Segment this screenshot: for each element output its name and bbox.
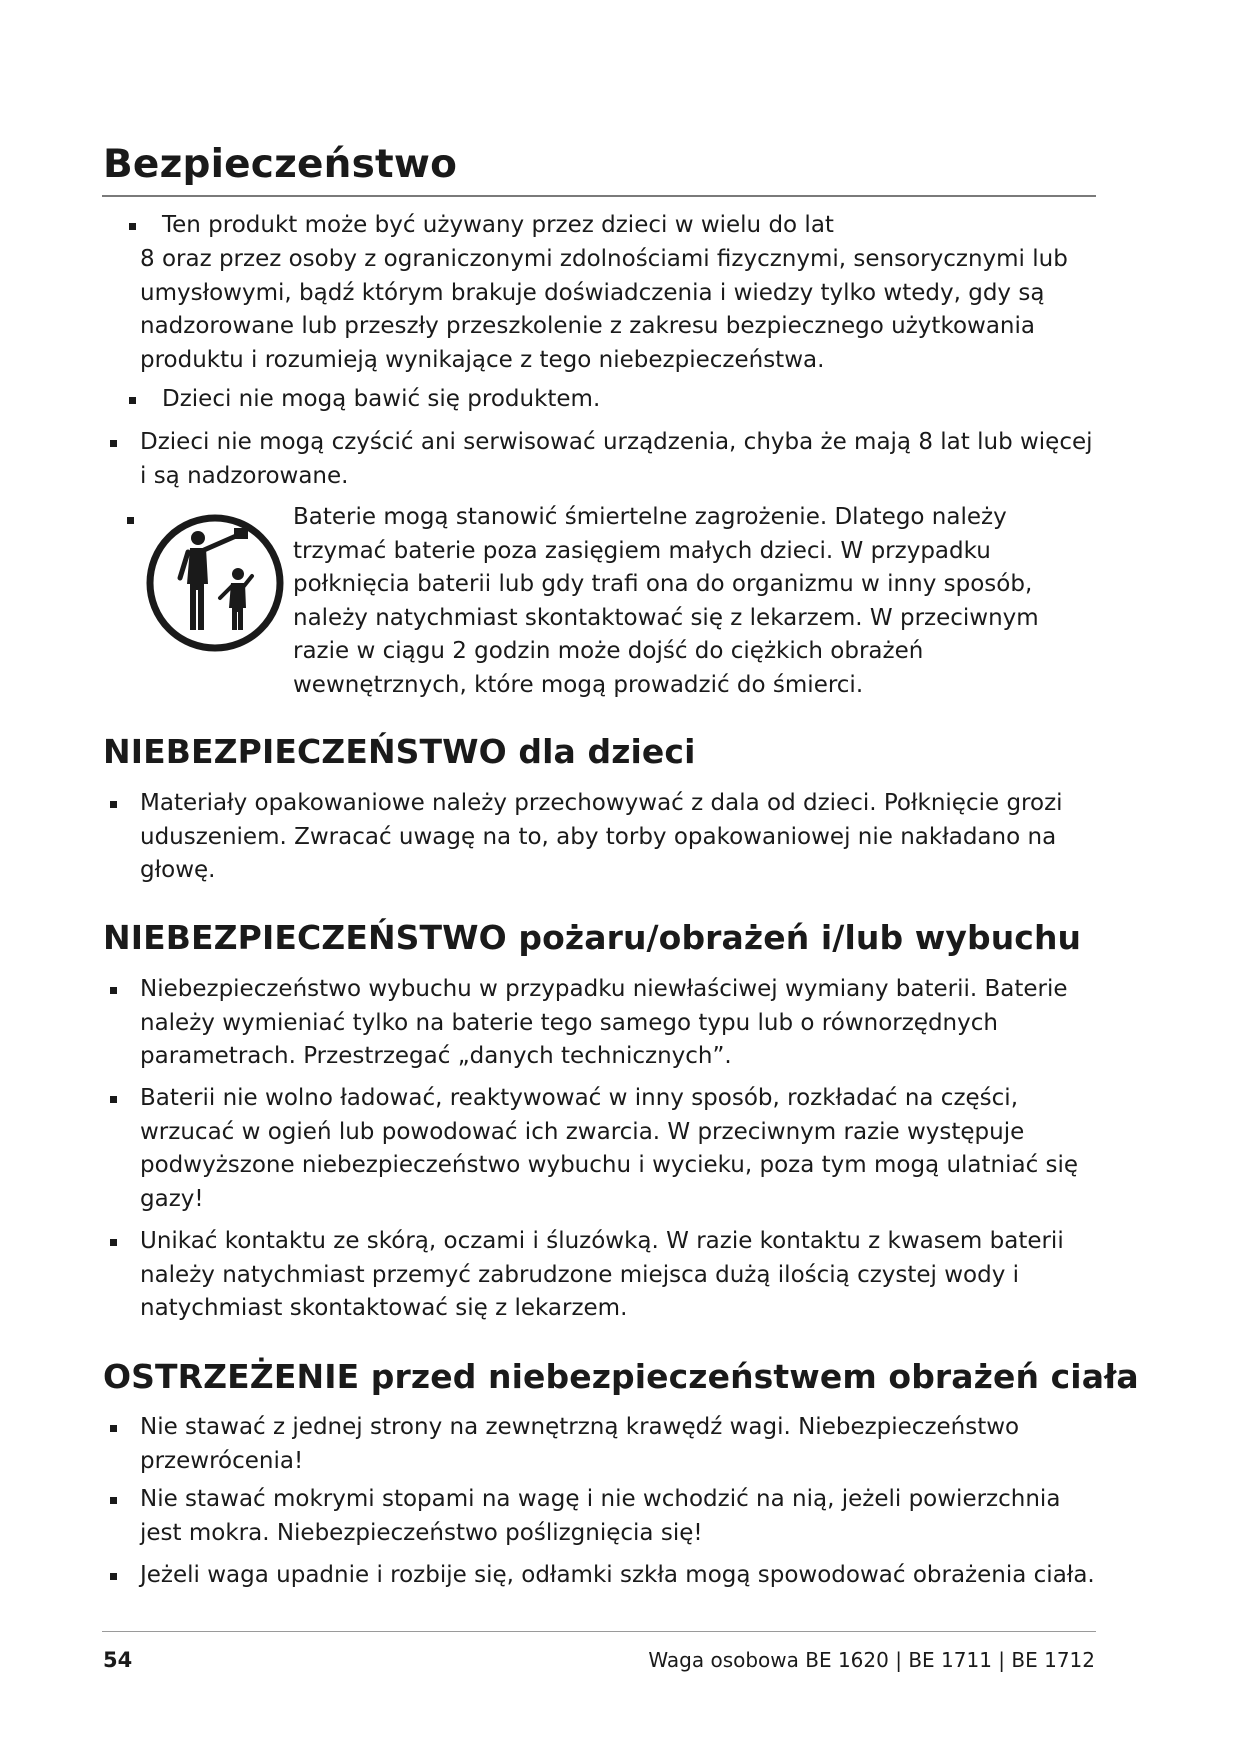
bullet: [127, 517, 134, 524]
bullet: [110, 1425, 117, 1432]
injury-item-1: Nie stawać z jednej strony na zewnętrzną krawędź wagi. Niebezpieczeństwo przewrócenia!: [140, 1414, 1020, 1474]
bullet: [129, 223, 136, 230]
footer-rule: [102, 1631, 1096, 1632]
bullet: [110, 1573, 117, 1580]
bullet: [110, 801, 117, 808]
children-item-1: Materiały opakowaniowe należy przechowywać z dala od dzieci. Połknięcie grozi uduszeniem. Zwracać uwagę na to, aby torby opakowaniowej nie nakładano na głowę.: [140, 790, 1063, 883]
bullet: [110, 1239, 117, 1246]
intro-item-3: Dzieci nie mogą czyścić ani serwisować urządzenia, chyba że mają 8 lat lub więcej i są nadzorowane.: [140, 429, 1093, 489]
intro-item-1: Ten produkt może być używany przez dzieci w wielu do lat: [162, 212, 834, 238]
bullet: [129, 397, 136, 404]
footer-product-title: Waga osobowa BE 1620 | BE 1711 | BE 1712: [648, 1648, 1095, 1672]
intro-item-1-continued: 8 oraz przez osoby z ograniczonymi zdolnościami fizycznymi, sensorycznymi lub umysłowymi, bądź którym brakuje doświadczenia i wiedzy tylko wtedy, gdy są nadzorowane lub przeszły przeszkolenie z zakresu bezpiecznego użytkowania produktu i rozumieją wynikające z tego niebezpieczeństwa.: [140, 246, 1068, 373]
fire-item-3: Unikać kontaktu ze skórą, oczami i śluzówką. W razie kontaktu z kwasem baterii należy natychmiast przemyć zabrudzone miejsca dużą ilością czystej wody i natychmiast skontaktować się z lekarzem.: [140, 1228, 1064, 1321]
bullet: [110, 987, 117, 994]
bullet: [110, 440, 117, 447]
injury-item-3: Jeżeli waga upadnie i rozbije się, odłamki szkła mogą spowodować obrażenia ciała.: [140, 1562, 1095, 1588]
bullet: [110, 1497, 117, 1504]
fire-item-1: Niebezpieczeństwo wybuchu w przypadku niewłaściwej wymiany baterii. Baterie należy wymieniać tylko na baterie tego samego typu lub o równorzędnych parametrach. Przestrzegać „danych technicznych”.: [140, 976, 1068, 1069]
intro-item-2: Dzieci nie mogą bawić się produktem.: [162, 386, 601, 412]
bullet: [110, 1096, 117, 1103]
battery-warning: Baterie mogą stanowić śmiertelne zagrożenie. Dlatego należy trzymać baterie poza zasięgiem małych dzieci. W przypadku połknięcia baterii lub gdy trafi ona do organizmu w inny sposób, należy natychmiast skontaktować się z lekarzem. W przeciwnym razie w ciągu 2 godzin może dojść do ciężkich obrażeń wewnętrznych, które mogą prowadzić do śmierci.: [293, 504, 1039, 698]
children-section-title: NIEBEZPIECZEŃSTWO dla dzieci: [103, 732, 696, 771]
section-title: Bezpieczeństwo: [103, 142, 458, 187]
injury-section-title: OSTRZEŻENIE przed niebezpieczeństwem obrażeń ciała: [103, 1357, 1139, 1396]
title-underline: [102, 195, 1096, 197]
page-number: 54: [103, 1648, 133, 1672]
fire-item-2: Baterii nie wolno ładować, reaktywować w inny sposób, rozkładać na części, wrzucać w ogień lub powodować ich zwarcia. W przeciwnym razie występuje podwyższone niebezpieczeństwo wybuchu i wycieku, poza tym mogą ulatniać się gazy!: [140, 1085, 1079, 1212]
injury-item-2: Nie stawać mokrymi stopami na wagę i nie wchodzić na nią, jeżeli powierzchnia jest mokra. Niebezpieczeństwo poślizgnięcia się!: [140, 1486, 1061, 1546]
fire-section-title: NIEBEZPIECZEŃSTWO pożaru/obrażeń i/lub wybuchu: [103, 918, 1082, 957]
keep-away-from-children-icon: [144, 512, 286, 654]
